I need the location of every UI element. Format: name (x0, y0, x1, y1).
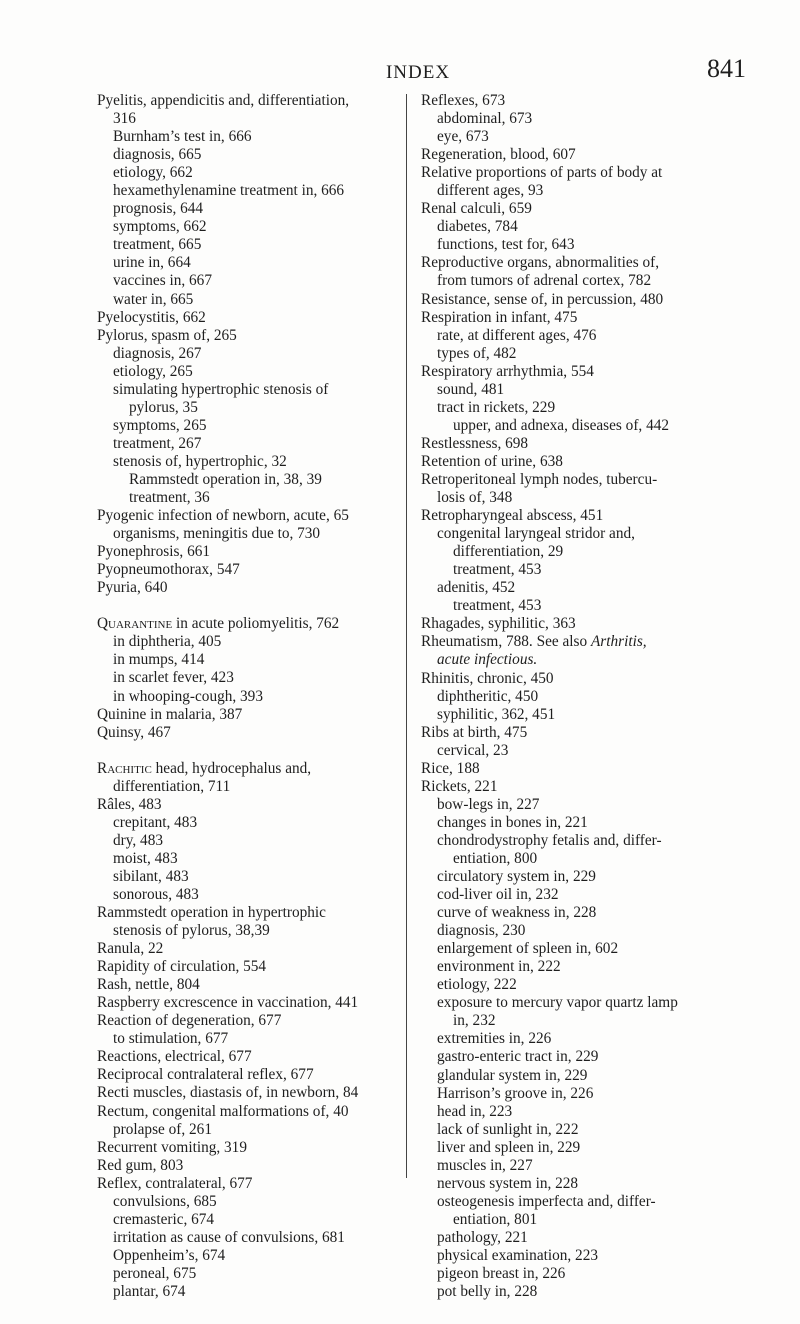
index-entry-text: urine in, 664 (113, 254, 191, 272)
index-entry (421, 561, 746, 579)
index-entry-text: Rammstedt operation in, 38, 39 (129, 470, 322, 488)
index-entry-text: dry, 483 (113, 831, 163, 849)
index-entry-text: tract in rickets, 229 (437, 398, 556, 416)
index-entry (421, 579, 746, 597)
index-entry-text: treatment, 36 (129, 489, 210, 507)
index-entry (97, 814, 397, 832)
index-entry-text: cod-liver oil in, 232 (437, 886, 559, 904)
index-entry (421, 128, 746, 146)
index-entry (421, 1012, 746, 1030)
index-entry-text: cervical, 23 (437, 741, 509, 759)
index-entry (421, 1175, 746, 1193)
index-entry (97, 543, 397, 561)
index-entry-text: Burnham’s test in, 666 (113, 128, 252, 146)
index-entry-text: Reactions, electrical, 677 (97, 1048, 252, 1066)
index-entry-text: Respiration in infant, 475 (421, 308, 578, 326)
index-entry-text: Rectum, congenital malformations of, 40 (97, 1102, 349, 1120)
index-entry-text: in scarlet fever, 423 (113, 669, 234, 687)
index-entry (97, 1283, 397, 1301)
index-entry (421, 1283, 746, 1301)
index-cross-reference: acute infectious. (437, 651, 538, 669)
index-entry (97, 1084, 397, 1102)
index-entry-text: bow-legs in, 227 (437, 795, 540, 813)
index-entry-text: convulsions, 685 (113, 1192, 217, 1210)
index-entry-text: Rheumatism, 788. See also (421, 633, 591, 651)
index-entry (421, 1067, 746, 1085)
index-entry-text: Respiratory arrhythmia, 554 (421, 362, 594, 380)
index-entry-text: sound, 481 (437, 380, 505, 398)
index-entry-text: Resistance, sense of, in percussion, 480 (421, 290, 664, 308)
index-entry-text: Rickets, 221 (421, 777, 498, 795)
index-entry-text: Pylorus, spasm of, 265 (97, 326, 237, 344)
index-entry-text: etiology, 662 (113, 164, 193, 182)
index-entry-text: Rammstedt operation in hypertrophic (97, 904, 326, 922)
index-entry (421, 940, 746, 958)
index-entry-text: treatment, 453 (453, 561, 542, 579)
index-entry (421, 706, 746, 724)
index-cross-reference: Arthritis, (590, 633, 647, 651)
index-entry-text: pathology, 221 (437, 1228, 528, 1246)
index-entry-text: diagnosis, 230 (437, 922, 526, 940)
index-entry (97, 850, 397, 868)
index-entry-text: stenosis of, hypertrophic, 32 (113, 452, 287, 470)
index-entry (421, 904, 746, 922)
index-entry-text: in, 232 (453, 1012, 496, 1030)
index-entry-text: in acute poliomyelitis, 762 (176, 615, 340, 633)
index-entry-text: Pyuria, 640 (97, 579, 168, 597)
index-entry-text: irritation as cause of convulsions, 681 (113, 1228, 345, 1246)
index-entry (97, 651, 397, 669)
index-entry (421, 110, 746, 128)
index-entry-text: nervous system in, 228 (437, 1174, 579, 1192)
index-entry-text: Pyelitis, appendicitis and, differentiation, (97, 92, 350, 109)
index-entry-text: abdominal, 673 (437, 110, 533, 128)
index-entry-text: diabetes, 784 (437, 218, 518, 236)
index-entry-text: hexamethylenamine treatment in, 666 (113, 182, 345, 200)
index-entry (421, 146, 746, 164)
index-entry (97, 218, 397, 236)
index-entry-text: Recti muscles, diastasis of, in newborn, 84 (97, 1084, 359, 1102)
index-column-left (97, 92, 397, 1301)
index-entry-text: Reaction of degeneration, 677 (97, 1012, 282, 1030)
index-column-right (421, 92, 746, 1301)
index-entry (97, 1265, 397, 1283)
index-entry-text: types of, 482 (437, 344, 517, 362)
index-entry (421, 254, 746, 272)
index-entry (421, 1085, 746, 1103)
index-lead-word: Quarantine (97, 615, 173, 633)
index-entry (421, 633, 746, 651)
index-entry-text: Renal calculi, 659 (421, 200, 532, 218)
index-entry (97, 724, 397, 742)
index-entry (421, 543, 746, 561)
index-entry (421, 670, 746, 688)
index-entry-text: lack of sunlight in, 222 (437, 1120, 579, 1138)
index-entry (421, 236, 746, 254)
index-entry-text: from tumors of adrenal cortex, 782 (437, 272, 652, 290)
index-entry (97, 561, 397, 579)
index-entry (421, 417, 746, 435)
index-entry-text: physical examination, 223 (437, 1247, 599, 1264)
index-entry (421, 724, 746, 742)
index-entry (97, 633, 397, 651)
index-entry (97, 200, 397, 218)
index-entry-text: pylorus, 35 (129, 398, 198, 416)
index-entry (97, 363, 397, 381)
index-entry-text: differentiation, 29 (453, 543, 564, 561)
index-entry-text: Raspberry excrescence in vaccination, 441 (97, 994, 359, 1012)
index-entry-text: Reproductive organs, abnormalities of, (421, 254, 660, 272)
index-entry (97, 994, 397, 1012)
index-entry (97, 381, 397, 399)
index-entry (421, 309, 746, 327)
index-entry-text: upper, and adnexa, diseases of, 442 (453, 416, 670, 434)
index-entry (421, 1048, 746, 1066)
index-entry (421, 471, 746, 489)
index-entry-text: Retropharyngeal abscess, 451 (421, 507, 604, 525)
index-entry-text: diphtheritic, 450 (437, 687, 539, 705)
index-entry-text: congenital laryngeal stridor and, (437, 525, 635, 543)
index-entry (97, 417, 397, 435)
index-entry-text: treatment, 453 (453, 597, 542, 615)
index-entry-text: in diphtheria, 405 (113, 633, 222, 651)
index-entry (97, 1066, 397, 1084)
index-entry-text: gastro-enteric tract in, 229 (437, 1048, 599, 1066)
index-entry-text: rate, at different ages, 476 (437, 326, 597, 344)
index-entry (97, 1193, 397, 1211)
index-entry (421, 1211, 746, 1229)
index-entry-text: treatment, 267 (113, 434, 202, 452)
index-entry (421, 381, 746, 399)
index-entry (97, 958, 397, 976)
index-entry-text: Ribs at birth, 475 (421, 723, 528, 741)
index-entry (421, 345, 746, 363)
index-entry (97, 778, 397, 796)
index-entry (97, 128, 397, 146)
index-entry (421, 435, 746, 453)
index-entry-text: water in, 665 (113, 290, 194, 308)
index-entry (421, 1193, 746, 1211)
index-entry-text: curve of weakness in, 228 (437, 904, 597, 922)
index-entry-text: Reflex, contralateral, 677 (97, 1174, 253, 1192)
index-entry (97, 236, 397, 254)
index-entry (421, 796, 746, 814)
index-entry (421, 489, 746, 507)
index-entry-text: organisms, meningitis due to, 730 (113, 525, 321, 543)
index-entry-text: circulatory system in, 229 (437, 868, 596, 886)
index-entry-text: Retention of urine, 638 (421, 452, 563, 470)
column-divider (406, 94, 407, 1178)
index-entry-text: plantar, 674 (113, 1283, 186, 1300)
index-entry (421, 1139, 746, 1157)
index-entry (97, 507, 397, 525)
index-entry (97, 1103, 397, 1121)
index-entry (97, 940, 397, 958)
index-entry-text: Relative proportions of parts of body at (421, 164, 663, 182)
index-entry (421, 994, 746, 1012)
index-entry (421, 218, 746, 236)
index-entry-text: Red gum, 803 (97, 1156, 184, 1174)
index-entry (97, 92, 397, 110)
index-entry-text: Ranula, 22 (97, 940, 164, 958)
index-entry (97, 1012, 397, 1030)
index-entry (97, 904, 397, 922)
index-entry (421, 1157, 746, 1175)
index-entry (421, 868, 746, 886)
index-entry-text: Pyonephrosis, 661 (97, 543, 211, 561)
index-entry (97, 1030, 397, 1048)
index-entry (421, 886, 746, 904)
index-entry (97, 525, 397, 543)
index-entry (97, 291, 397, 309)
index-entry-text: Oppenheim’s, 674 (113, 1246, 226, 1264)
index-entry (421, 760, 746, 778)
index-entry (97, 796, 397, 814)
index-lead-word: Rachitic (97, 759, 152, 777)
index-entry (97, 399, 397, 417)
index-entry-text: vaccines in, 667 (113, 272, 212, 290)
index-entry-text: Rhinitis, chronic, 450 (421, 669, 554, 687)
index-entry-text: Regeneration, blood, 607 (421, 146, 576, 164)
index-entry-text: cremasteric, 674 (113, 1210, 215, 1228)
index-entry-text: treatment, 665 (113, 236, 202, 254)
index-entry (97, 706, 397, 724)
index-entry (97, 309, 397, 327)
index-entry (421, 922, 746, 940)
index-entry-text: chondrodystrophy fetalis and, differ- (437, 831, 662, 849)
index-entry-text: prolapse of, 261 (113, 1120, 212, 1138)
index-entry (421, 363, 746, 381)
index-entry-text: glandular system in, 229 (437, 1066, 588, 1084)
index-entry (421, 182, 746, 200)
index-entry (421, 832, 746, 850)
index-entry (97, 688, 397, 706)
index-entry (97, 1211, 397, 1229)
index-entry-text: exposure to mercury vapor quartz lamp (437, 994, 678, 1012)
index-entry (421, 742, 746, 760)
index-entry-text: Retroperitoneal lymph nodes, tubercu- (421, 470, 658, 488)
index-entry (421, 525, 746, 543)
index-entry-text: eye, 673 (437, 128, 489, 146)
index-entry (97, 471, 397, 489)
index-entry-text: sibilant, 483 (113, 867, 189, 885)
index-entry (421, 958, 746, 976)
index-entry (97, 1247, 397, 1265)
index-entry (421, 850, 746, 868)
index-entry (421, 92, 746, 110)
index-entry (97, 1139, 397, 1157)
index-entry-text: Reflexes, 673 (421, 92, 506, 109)
index-entry-text: Recurrent vomiting, 319 (97, 1138, 247, 1156)
index-entry (421, 1265, 746, 1283)
index-entry-text: to stimulation, 677 (113, 1030, 229, 1048)
index-entry-text: Pyelocystitis, 662 (97, 308, 206, 326)
index-entry (421, 1121, 746, 1139)
index-entry-text: Râles, 483 (97, 795, 162, 813)
index-entry-text: in mumps, 414 (113, 651, 205, 669)
index-entry-text: adenitis, 452 (437, 579, 516, 597)
index-entry (421, 1247, 746, 1265)
index-entry (421, 778, 746, 796)
index-entry (97, 489, 397, 507)
index-entry-text: diagnosis, 665 (113, 146, 202, 164)
index-entry (97, 868, 397, 886)
index-entry (421, 164, 746, 182)
index-entry-text: extremities in, 226 (437, 1030, 552, 1048)
index-entry (421, 1103, 746, 1121)
index-entry-text: Rapidity of circulation, 554 (97, 958, 267, 976)
index-entry (97, 976, 397, 994)
index-entry (97, 1175, 397, 1193)
index-entry (97, 164, 397, 182)
index-entry-text: syphilitic, 362, 451 (437, 705, 556, 723)
index-entry-text: peroneal, 675 (113, 1264, 197, 1282)
index-entry (97, 886, 397, 904)
index-entry (97, 272, 397, 290)
index-entry (421, 507, 746, 525)
index-entry-text: different ages, 93 (437, 182, 544, 200)
index-entry-text: symptoms, 662 (113, 218, 207, 236)
index-entry-text: head in, 223 (437, 1102, 513, 1120)
index-entry-text: changes in bones in, 221 (437, 813, 588, 831)
index-entry (97, 615, 397, 633)
index-entry (97, 110, 397, 128)
index-entry (421, 453, 746, 471)
index-entry-text: Pyogenic infection of newborn, acute, 65 (97, 507, 349, 525)
index-entry-text: Rice, 188 (421, 759, 480, 777)
index-entry (97, 579, 397, 597)
index-entry (421, 1229, 746, 1247)
index-entry-text: etiology, 265 (113, 362, 193, 380)
index-entry-text: functions, test for, 643 (437, 236, 575, 254)
index-entry (421, 1030, 746, 1048)
index-entry (97, 182, 397, 200)
index-entry (97, 345, 397, 363)
index-entry (97, 1048, 397, 1066)
index-entry-text: prognosis, 644 (113, 200, 204, 218)
index-entry (97, 669, 397, 687)
index-entry-text: entiation, 800 (453, 849, 538, 867)
index-entry-text: moist, 483 (113, 849, 178, 867)
index-entry (421, 615, 746, 633)
index-entry (97, 1229, 397, 1247)
index-entry (421, 814, 746, 832)
index-entry-text: crepitant, 483 (113, 813, 198, 831)
index-entry-text: differentiation, 711 (113, 777, 231, 795)
index-entry-text: environment in, 222 (437, 958, 561, 976)
index-entry-text: symptoms, 265 (113, 416, 207, 434)
index-entry-text: head, hydrocephalus and, (155, 759, 312, 777)
index-entry-text: entiation, 801 (453, 1210, 538, 1228)
page-number: 841 (707, 54, 746, 83)
index-entry-text: Quinine in malaria, 387 (97, 705, 243, 723)
index-entry-text: Reciprocal contralateral reflex, 677 (97, 1066, 314, 1084)
index-entry-text: diagnosis, 267 (113, 344, 202, 362)
index-entry (421, 597, 746, 615)
index-entry (421, 291, 746, 309)
index-entry-text: osteogenesis imperfecta and, differ- (437, 1192, 656, 1210)
index-entry-text: pigeon breast in, 226 (437, 1265, 566, 1283)
index-entry (421, 688, 746, 706)
index-entry (421, 651, 746, 669)
index-entry-text: etiology, 222 (437, 976, 517, 994)
index-entry-text: Rhagades, syphilitic, 363 (421, 615, 576, 633)
index-entry (97, 146, 397, 164)
index-entry (97, 1157, 397, 1175)
index-entry (421, 976, 746, 994)
index-entry (97, 1121, 397, 1139)
index-entry-text: in whooping-cough, 393 (113, 687, 263, 705)
index-entry-text: enlargement of spleen in, 602 (437, 940, 619, 958)
page-header (90, 52, 746, 92)
index-entry (97, 254, 397, 272)
index-entry (97, 327, 397, 345)
index-entry-text: losis of, 348 (437, 489, 513, 507)
index-entry-text: pot belly in, 228 (437, 1283, 538, 1301)
index-entry-text: Pyopneumothorax, 547 (97, 561, 240, 579)
index-entry (421, 272, 746, 290)
index-entry-text: liver and spleen in, 229 (437, 1138, 581, 1156)
index-entry-text: Restlessness, 698 (421, 434, 529, 452)
index-entry-text: 316 (113, 110, 136, 128)
index-entry-text: stenosis of pylorus, 38,39 (113, 922, 270, 940)
running-title: INDEX (385, 62, 451, 83)
index-entry-text: Harrison’s groove in, 226 (437, 1084, 594, 1102)
index-entry (97, 453, 397, 471)
index-entry (421, 200, 746, 218)
index-entry-text: sonorous, 483 (113, 885, 199, 903)
index-entry-text: muscles in, 227 (437, 1156, 533, 1174)
index-entry (421, 327, 746, 345)
index-entry (97, 760, 397, 778)
index-entry-text: Rash, nettle, 804 (97, 976, 200, 994)
index-entry-text: Quinsy, 467 (97, 723, 171, 741)
index-entry (97, 435, 397, 453)
index-entry-text: simulating hypertrophic stenosis of (113, 380, 329, 398)
index-entry (97, 832, 397, 850)
index-entry (97, 922, 397, 940)
index-entry (421, 399, 746, 417)
